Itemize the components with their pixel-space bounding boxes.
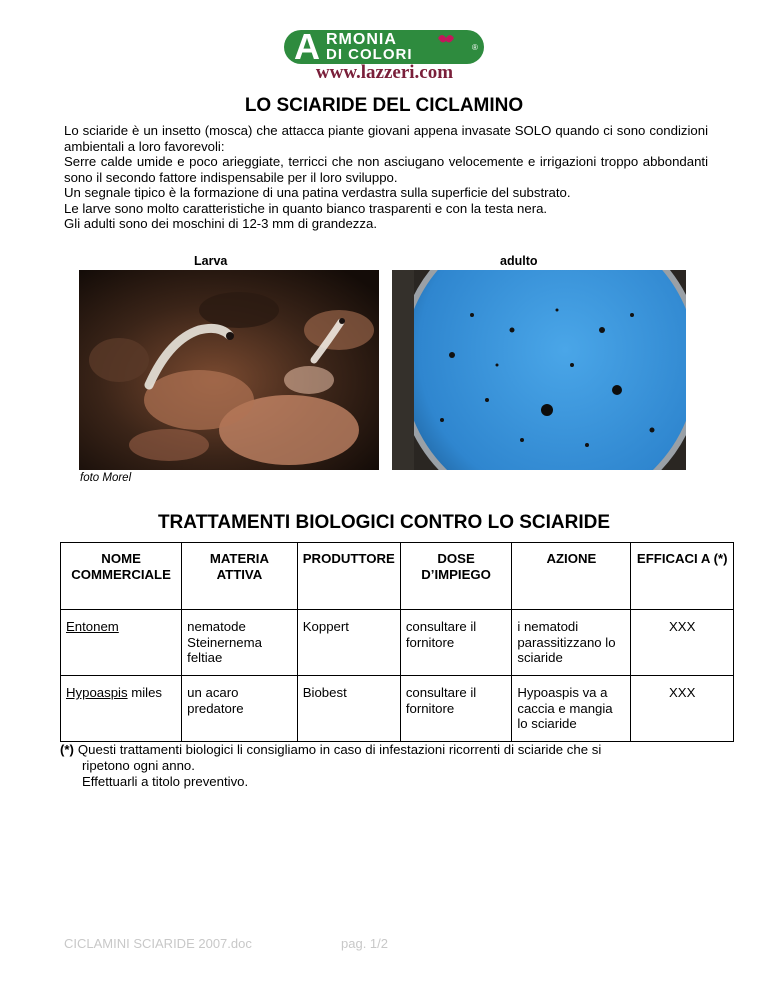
table-row [61, 676, 734, 742]
action-cell: i nematodi parassitizzano lo sciaride [512, 610, 631, 676]
column-header: NOME COMMERCIALE [61, 543, 182, 610]
footer-filename: CICLAMINI SCIARIDE 2007.doc [64, 936, 252, 951]
footnote-line: Effettuarli a titolo preventivo. [82, 774, 249, 789]
action-cell: Hypoaspis va a caccia e mangia lo sciaride [512, 676, 631, 742]
larva-photo-image [79, 270, 379, 470]
active-ingredient-cell: un acaro predatore [182, 676, 298, 742]
photo-credit: foto Morel [80, 472, 132, 484]
logo-line2: DI COLORI [326, 46, 413, 63]
intro-paragraph: Un segnale tipico è la formazione di una patina verdastra sulla superficie del substrato. [64, 185, 571, 200]
column-header: MATERIA ATTIVA [182, 543, 298, 610]
column-header: DOSE D’IMPIEGO [400, 543, 512, 610]
column-header: PRODUTTORE [297, 543, 400, 610]
dose-cell: consultare il fornitore [400, 610, 512, 676]
flower-icon [434, 32, 458, 46]
product-name-cell [61, 610, 182, 676]
logo-url: www.lazzeri.com [315, 62, 454, 83]
product-name: Hypoaspis [66, 685, 128, 700]
producer-cell: Koppert [297, 610, 400, 676]
producer-cell: Biobest [297, 676, 400, 742]
table-row [61, 610, 734, 676]
adult-photo-image [392, 270, 686, 470]
intro-paragraph: Gli adulti sono dei moschini di 12-3 mm di grandezza. [64, 216, 377, 231]
logo-registered-mark: ® [472, 43, 478, 52]
column-header: AZIONE [512, 543, 631, 610]
product-name-rest: miles [127, 685, 163, 700]
footnote-line: ripetono ogni anno. [82, 758, 195, 773]
treatments-table [60, 542, 734, 742]
column-header: EFFICACI A (*) [631, 543, 734, 610]
table-header-row [61, 543, 734, 610]
product-name-cell [61, 676, 182, 742]
intro-paragraph: Le larve sono molto caratteristiche in quanto bianco trasparenti e con la testa nera. [64, 200, 548, 216]
logo-line1: RMONIA [326, 31, 397, 48]
efficacy-cell: XXX [631, 676, 734, 742]
intro-paragraph: Lo sciaride è un insetto (mosca) che attacca piante giovani appena invasate SOLO quando ci sono condizioni ambientali a loro favorevoli: [64, 123, 708, 154]
logo-big-letter: A [294, 26, 320, 67]
dose-cell: consultare il fornitore [400, 676, 512, 742]
adult-photo [392, 270, 686, 470]
larva-photo [79, 270, 379, 470]
footnote-line: Questi trattamenti biologici li consigliamo in caso di infestazioni ricorrenti di sciaride che si [77, 742, 602, 757]
active-ingredient-cell: nematode Steinernema feltiae [182, 610, 298, 676]
page-title: LO SCIARIDE DEL CICLAMINO [244, 95, 524, 116]
logo-badge [284, 26, 484, 67]
section-title: TRATTAMENTI BIOLOGICI CONTRO LO SCIARIDE [157, 512, 611, 533]
product-name: Entonem [66, 619, 119, 634]
armonia-di-colori-logo [282, 26, 487, 83]
adult-photo-label: adulto [500, 254, 538, 268]
efficacy-cell: XXX [631, 610, 734, 676]
footnote-mark: (*) [60, 742, 74, 757]
larva-photo-label: Larva [194, 254, 228, 268]
intro-paragraph: Serre calde umide e poco arieggiate, terricci che non asciugano velocemente e irrigazioni troppo abbondanti sono il secondo fattore indispensabile per il loro sviluppo. [64, 154, 708, 185]
intro-text [64, 123, 708, 232]
footer-page-number: pag. 1/2 [341, 936, 388, 951]
footnote [60, 742, 740, 790]
